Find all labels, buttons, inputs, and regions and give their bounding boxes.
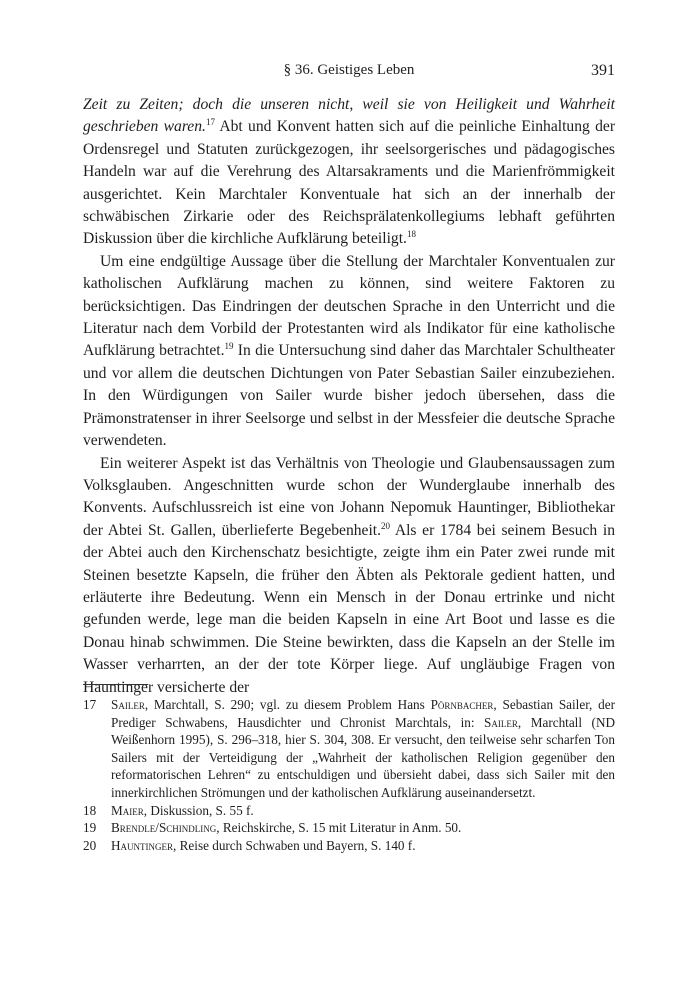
citation-text: , Reise durch Schwaben und Bayern, S. 140 f.	[173, 837, 416, 853]
footnote-number: 20	[83, 837, 97, 853]
footnote-separator	[83, 684, 148, 685]
paragraph-text: In die Untersuchung sind daher das Marchtaler Schultheater und vor allem die deutschen Dichtungen von Pater Sebastian Sailer einzubeziehen. In den Würdigungen von Sailer wurde bisher jedoch übersehen, dass die Prämonstratenser in ihrer Seelsorge und selbst in der Messfeier die deutsche Sprache verwendeten.	[83, 342, 615, 450]
paragraph-text: Ein weiterer Aspekt ist das Verhältnis von Theologie und Glaubensaussagen zum Volksglauben. Angeschnitten wurde schon der Wunderglaube innerhalb des Konvents. Aufschlussreich ist eine von Johann Nepomuk Hauntinger, Bibliothekar der Abtei St. Gallen, überlieferte Begebenheit.	[83, 454, 615, 539]
citation-text: , Reichskirche, S. 15 mit Literatur in Anm. 50.	[216, 820, 462, 836]
citation-text: , Marchtall (ND Weißenhorn 1995), S. 296–318, hier S. 304, 308. Er versucht, den teilweise sehr scharfen Ton Sailers mit der Verteidigung der „Wahrheit der katholischen Religion gegenüber den reformatorischen Lehren“ zu entschuldigen und übersieht dabei, dass sich Sailer mit den innerkirchlichen Strömungen und der katholischen Aufklärung auseinandersetzt.	[111, 714, 615, 800]
footnote-text	[111, 696, 615, 802]
italic-quote: Zeit zu Zeiten; doch die unseren nicht, weil sie von Heiligkeit und Wahrheit geschrieben waren.	[83, 96, 615, 136]
author-name: Pörnbacher	[430, 697, 494, 712]
author-name: Sailer	[111, 697, 145, 712]
footnote-text	[111, 819, 615, 837]
footnote-text	[111, 837, 615, 855]
citation-text: , Sebastian Sailer, der Prediger Schwabens, Hausdichter und Chronist Marchtals, in:	[111, 697, 615, 730]
paragraph-text: Um eine endgültige Aussage über die Stellung der Marchtaler Konventualen zur katholischen Aufklärung machen zu können, sind weitere Faktoren zu berücksichtigen. Das Eindringen der deutschen Sprache in den Unterricht und die Literatur nach dem Vorbild der Protestanten wird als Indikator für eine katholische Aufklärung betrachtet.	[83, 252, 615, 360]
paragraph	[83, 251, 615, 453]
running-header	[83, 62, 615, 84]
paragraph-text: Als er 1784 bei seinem Besuch in der Abtei auch den Kirchenschatz besichtigte, zeigte ihm ein Pater zwei runde mit Steinen besetzte Kapseln, die früher den Äbten als Pektorale gedient hatten, und erläuterte ihre Bedeutung. Wenn ein Mensch in der Donau ertrinke und nicht gefunden werde, lege man die beiden Kapseln in eine Art Boot und lasse es die Donau hinab schwimmen. Die Steine bewirkten, dass die Kapseln an der Stelle im Wasser verharrten, an der der tote Körper liege. Auf ungläubige Fragen von Hauntinger versicherte der	[83, 521, 615, 696]
footnote-ref[interactable]: 17	[205, 117, 215, 128]
footnote-item	[83, 802, 615, 820]
footnote-number: 17	[83, 697, 97, 712]
running-head-title: § 36. Geistiges Leben	[283, 62, 415, 78]
main-text	[83, 94, 615, 699]
footnote-text	[111, 802, 615, 820]
citation-text: , Marchtall, S. 290; vgl. zu diesem Problem Hans	[144, 697, 431, 712]
author-name: Sailer	[484, 714, 518, 730]
footnotes	[83, 696, 615, 854]
paragraph	[83, 94, 615, 251]
footnote-ref[interactable]: 20	[381, 520, 391, 531]
footnote-ref[interactable]: 19	[224, 341, 234, 352]
page-number: 391	[591, 62, 615, 79]
footnote-number: 19	[83, 820, 97, 836]
author-name: Maier	[111, 802, 144, 818]
paragraph	[83, 453, 615, 699]
footnote-item	[83, 819, 615, 837]
footnote-number: 18	[83, 802, 97, 818]
paragraph-text: Abt und Konvent hatten sich auf die peinliche Einhaltung der Ordensregel und Statuten zurückgezogen, ihr seelsorgerisches und pädagogisches Handeln war auf die Verehrung des Altarsakraments und die Marienfrömmigkeit ausgerichtet. Kein Marchtaler Konventuale hat sich an der innerhalb der schwäbischen Zirkarie oder des Reichsprälatenkollegiums lebhaft geführten Diskussion über die kirchliche Aufklärung beteiligt.	[83, 118, 616, 248]
footnote-item	[83, 837, 615, 855]
author-name: Hauntinger	[111, 837, 174, 853]
citation-text: , Diskussion, S. 55 f.	[143, 802, 254, 818]
author-name: Brendle/Schindling	[111, 820, 217, 836]
footnote-ref[interactable]: 18	[406, 229, 416, 240]
footnote-item	[83, 696, 615, 802]
